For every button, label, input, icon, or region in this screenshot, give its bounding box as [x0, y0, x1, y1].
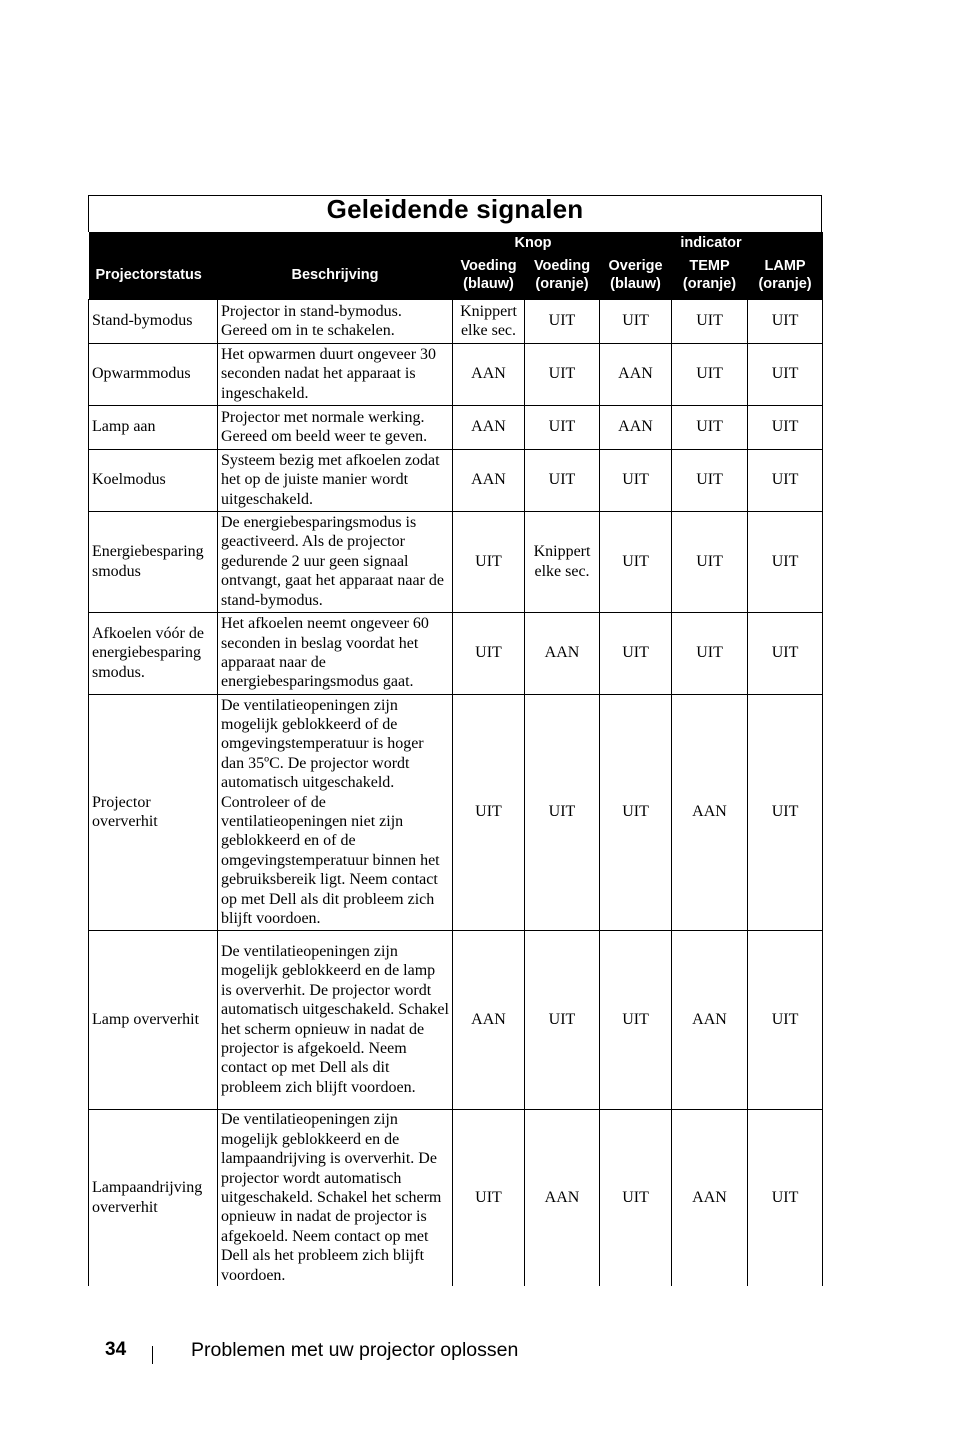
- table-row: [89, 299, 823, 343]
- row-description: De ventilatieopeningen zijn mogelijk geblokkeerd en de lamp is oververhit. De projector wordt automatisch uitgeschakeld. Schakel het scherm opnieuw in nadat de projector is afgekoeld. Neem contact op met Dell als dit probleem zich blijft voordoen.: [218, 930, 453, 1109]
- row-value-overige-blauw: UIT: [600, 612, 672, 694]
- signals-table: [88, 232, 823, 1286]
- row-value-temp: AAN: [672, 694, 748, 930]
- row-value-voeding-oranje: Knippert elke sec.: [525, 511, 600, 612]
- row-value-voeding-blauw: AAN: [453, 449, 525, 511]
- row-status: Lamp aan: [89, 405, 218, 449]
- footer-divider: [152, 1346, 153, 1364]
- table-row: [89, 449, 823, 511]
- column-header-status: Projectorstatus: [89, 252, 218, 299]
- row-value-temp: AAN: [672, 1109, 748, 1286]
- row-value-temp: UIT: [672, 449, 748, 511]
- signals-table-container: [88, 195, 822, 1286]
- row-value-voeding-oranje: UIT: [525, 343, 600, 405]
- row-status: Lampaandrijving oververhit: [89, 1109, 218, 1286]
- row-value-overige-blauw: UIT: [600, 1109, 672, 1286]
- row-value-temp: UIT: [672, 612, 748, 694]
- row-description: Systeem bezig met afkoelen zodat het op de juiste manier wordt uitgeschakeld.: [218, 449, 453, 511]
- row-value-voeding-oranje: UIT: [525, 405, 600, 449]
- row-value-lamp: UIT: [748, 694, 823, 930]
- row-value-temp: UIT: [672, 511, 748, 612]
- row-value-voeding-blauw: AAN: [453, 405, 525, 449]
- row-value-overige-blauw: UIT: [600, 694, 672, 930]
- table-row: [89, 930, 823, 1109]
- row-status: Opwarmmodus: [89, 343, 218, 405]
- table-row: [89, 694, 823, 930]
- table-row: [89, 612, 823, 694]
- row-value-overige-blauw: AAN: [600, 343, 672, 405]
- row-description: De energiebesparingsmodus is geactiveerd. Als de projector gedurende 2 uur geen signaal ontvangt, gaat het apparaat naar de stand-bymodus.: [218, 511, 453, 612]
- table-row: [89, 1109, 823, 1286]
- row-status: Lamp oververhit: [89, 930, 218, 1109]
- row-description: Projector in stand-bymodus. Gereed om in te schakelen.: [218, 299, 453, 343]
- row-value-lamp: UIT: [748, 343, 823, 405]
- row-value-voeding-oranje: AAN: [525, 1109, 600, 1286]
- column-header-temp-oranje: TEMP (oranje): [672, 252, 748, 299]
- table-body: [89, 299, 823, 1286]
- row-value-voeding-oranje: UIT: [525, 299, 600, 343]
- column-header-overige-blauw: Overige (blauw): [600, 252, 672, 299]
- row-value-voeding-oranje: AAN: [525, 612, 600, 694]
- column-header-lamp-oranje: LAMP (oranje): [748, 252, 823, 299]
- table-row: [89, 511, 823, 612]
- row-value-lamp: UIT: [748, 930, 823, 1109]
- row-value-voeding-blauw: UIT: [453, 612, 525, 694]
- table-title: Geleidende signalen: [88, 195, 822, 232]
- row-value-temp: UIT: [672, 343, 748, 405]
- row-value-voeding-blauw: UIT: [453, 694, 525, 930]
- section-title: Problemen met uw projector oplossen: [191, 1339, 519, 1361]
- row-status: Stand-bymodus: [89, 299, 218, 343]
- page-number: 34: [105, 1339, 127, 1360]
- row-description: Het afkoelen neemt ongeveer 60 seconden in beslag voordat het apparaat naar de energiebesparingsmodus gaat.: [218, 612, 453, 694]
- row-value-lamp: UIT: [748, 1109, 823, 1286]
- row-value-voeding-oranje: UIT: [525, 930, 600, 1109]
- row-status: Projector oververhit: [89, 694, 218, 930]
- table-header: [89, 232, 823, 299]
- row-value-voeding-oranje: UIT: [525, 449, 600, 511]
- row-value-overige-blauw: UIT: [600, 930, 672, 1109]
- row-description: De ventilatieopeningen zijn mogelijk geblokkeerd en de lampaandrijving is oververhit. De projector wordt automatisch uitgeschakeld. Schakel het scherm opnieuw in nadat de projector is afgekoeld. Neem contact op met Dell als het probleem zich blijft voordoen.: [218, 1109, 453, 1286]
- column-header-voeding-blauw: Voeding (blauw): [453, 252, 525, 299]
- row-value-voeding-oranje: UIT: [525, 694, 600, 930]
- header-group-indicator: indicator: [600, 232, 823, 252]
- row-value-voeding-blauw: UIT: [453, 1109, 525, 1286]
- row-value-lamp: UIT: [748, 405, 823, 449]
- row-value-temp: UIT: [672, 405, 748, 449]
- column-header-voeding-oranje: Voeding (oranje): [525, 252, 600, 299]
- table-row: [89, 405, 823, 449]
- row-description: Projector met normale werking. Gereed om beeld weer te geven.: [218, 405, 453, 449]
- header-spacer: [89, 232, 453, 252]
- row-value-voeding-blauw: AAN: [453, 343, 525, 405]
- row-description: De ventilatieopeningen zijn mogelijk geblokkeerd of de omgevingstemperatuur is hoger dan 35ºC. De projector wordt automatisch uitgeschakeld. Controleer of de ventilatieopeningen niet zijn geblokkeerd en of de omgevingstemperatuur binnen het gebruiksbereik ligt. Neem contact op met Dell als dit probleem zich blijft voordoen.: [218, 694, 453, 930]
- row-value-lamp: UIT: [748, 299, 823, 343]
- row-value-voeding-blauw: Knippert elke sec.: [453, 299, 525, 343]
- column-header-description: Beschrijving: [218, 252, 453, 299]
- row-value-lamp: UIT: [748, 449, 823, 511]
- row-description: Het opwarmen duurt ongeveer 30 seconden nadat het apparaat is ingeschakeld.: [218, 343, 453, 405]
- row-status: Afkoelen vóór de energiebesparing smodus.: [89, 612, 218, 694]
- row-value-temp: AAN: [672, 930, 748, 1109]
- row-value-overige-blauw: UIT: [600, 511, 672, 612]
- row-status: Koelmodus: [89, 449, 218, 511]
- row-value-temp: UIT: [672, 299, 748, 343]
- row-value-voeding-blauw: UIT: [453, 511, 525, 612]
- header-group-knop: Knop: [453, 232, 600, 252]
- table-row: [89, 343, 823, 405]
- row-value-overige-blauw: AAN: [600, 405, 672, 449]
- row-value-voeding-blauw: AAN: [453, 930, 525, 1109]
- row-value-overige-blauw: UIT: [600, 449, 672, 511]
- row-status: Energiebesparing smodus: [89, 511, 218, 612]
- row-value-lamp: UIT: [748, 612, 823, 694]
- row-value-overige-blauw: UIT: [600, 299, 672, 343]
- row-value-lamp: UIT: [748, 511, 823, 612]
